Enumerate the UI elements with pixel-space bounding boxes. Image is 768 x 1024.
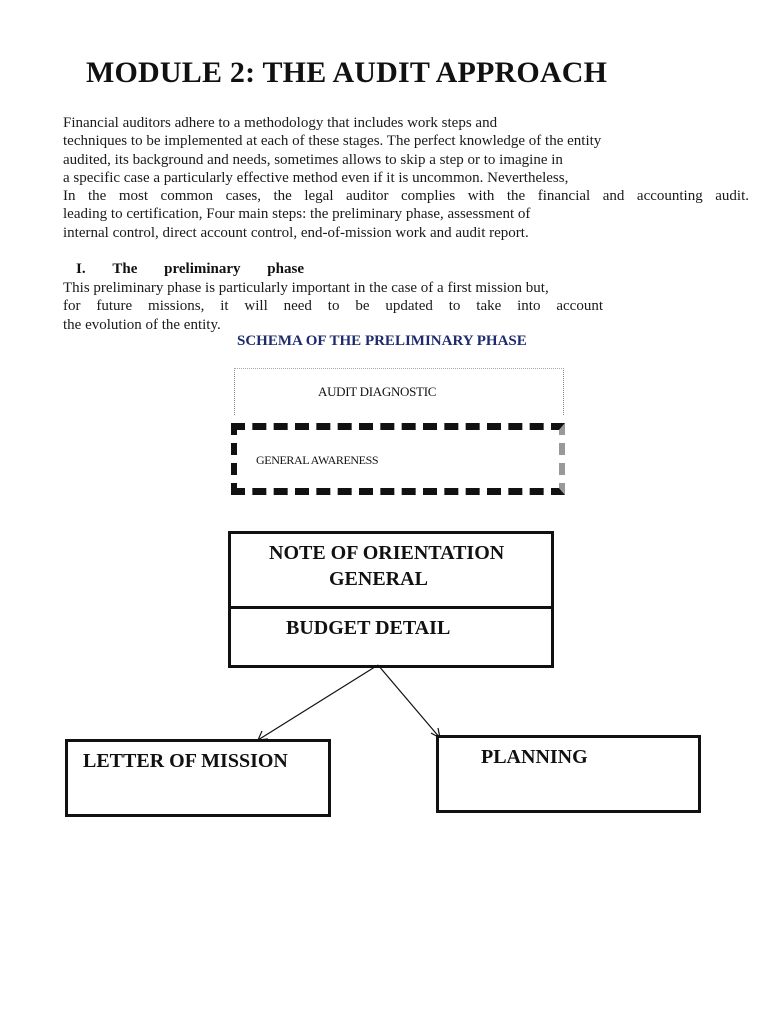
budget-detail-label: BUDGET DETAIL <box>286 617 451 639</box>
budget-detail-box <box>228 606 554 668</box>
general-awareness-label: GENERAL AWARENESS <box>256 453 379 467</box>
letter-of-mission-box <box>65 739 331 817</box>
orientation-note-line2: GENERAL <box>329 568 428 590</box>
section-heading <box>76 261 304 278</box>
orientation-note-line1: NOTE OF ORIENTATION <box>269 542 505 564</box>
page-title: MODULE 2: THE AUDIT APPROACH <box>86 56 608 89</box>
text-line: In the most common cases, the legal auditor complies with the financial and accounting audit. <box>63 188 749 205</box>
section-word: preliminary <box>164 261 241 277</box>
text-line: techniques to be implemented at each of these stages. The perfect knowledge of the entity <box>63 133 602 150</box>
schema-title: SCHEMA OF THE PRELIMINARY PHASE <box>237 333 527 349</box>
text-line: This preliminary phase is particularly important in the case of a first mission but, <box>63 280 549 296</box>
letter-of-mission-label: LETTER OF MISSION <box>83 750 288 772</box>
arrow-to-planning <box>378 665 440 738</box>
planning-label: PLANNING <box>481 746 588 768</box>
planning-box <box>436 735 701 813</box>
text-line: internal control, direct account control, end-of-mission work and audit report. <box>63 224 529 241</box>
text-line: leading to certification, Four main steps: the preliminary phase, assessment of <box>63 206 531 223</box>
text-line: for future missions, it will need to be updated to take into account <box>63 298 603 315</box>
text-line: audited, its background and needs, sometimes allows to skip a step or to imagine in <box>63 151 563 168</box>
section-number: I. <box>76 261 86 277</box>
section-word: phase <box>267 261 304 277</box>
audit-diagnostic-label: AUDIT DIAGNOSTIC <box>318 384 437 399</box>
section-word: The <box>112 261 138 277</box>
text-line: a specific case a particularly effective method even if it is uncommon. Nevertheless, <box>63 169 569 186</box>
intro-paragraph <box>63 114 749 242</box>
arrow-to-letter <box>258 665 378 740</box>
section-paragraph <box>63 279 603 334</box>
text-line: Financial auditors adhere to a methodology that includes work steps and <box>63 115 498 131</box>
orientation-note-box <box>228 531 554 609</box>
text-line: the evolution of the entity. <box>63 316 221 333</box>
